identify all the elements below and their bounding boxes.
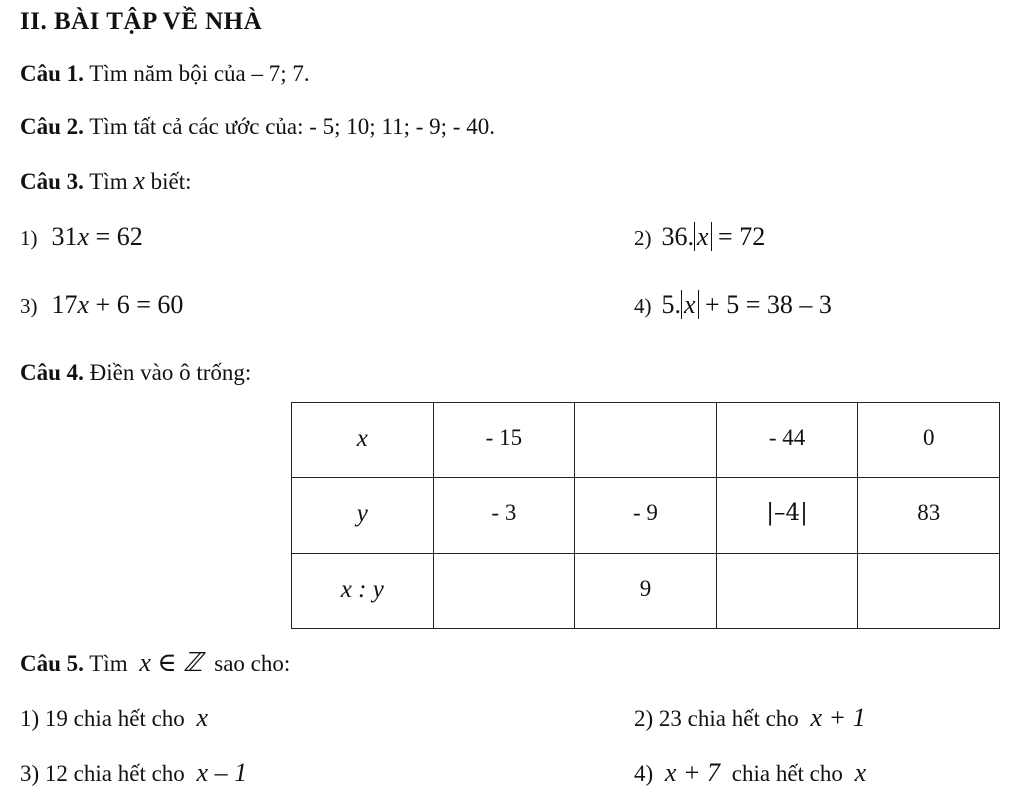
- question-4: [20, 360, 251, 386]
- q5-item-4-num: 4): [634, 761, 654, 786]
- question-3-label: Câu 3.: [20, 169, 84, 194]
- q5-item-2-expr: x + 1: [810, 703, 866, 732]
- question-3-text-before: Tìm: [89, 169, 128, 194]
- q3-item-1-expr: 31x = 62: [51, 222, 143, 251]
- table-cell: - 3: [433, 478, 575, 553]
- table-cell: - 15: [433, 403, 575, 478]
- question-5-text-before: Tìm: [89, 651, 128, 676]
- q5-item-1-expr: x: [196, 703, 209, 732]
- q3-item-1-num: 1): [20, 226, 38, 250]
- q5-item-1-text: 19 chia hết cho: [44, 706, 185, 731]
- question-3: [20, 166, 192, 196]
- q3-item-3-num: 3): [20, 294, 38, 318]
- q3-item-2-expr: 36. x = 72: [661, 222, 766, 251]
- q5-item-3: [20, 758, 247, 788]
- q5-item-3-num: 3): [20, 761, 40, 786]
- question-1-label: Câu 1.: [20, 61, 84, 86]
- question-1-text: Tìm năm bội của – 7; 7.: [89, 61, 310, 86]
- q5-item-4-expr2: x: [854, 758, 867, 787]
- q3-item-3-expr: 17x + 6 = 60: [51, 290, 184, 319]
- table-cell: |–4|: [716, 478, 858, 553]
- q5-item-1-num: 1): [20, 706, 40, 731]
- q3-item-1: [20, 222, 143, 252]
- table-row-ratio: [292, 553, 1000, 628]
- q5-item-2-num: 2): [634, 706, 654, 731]
- q5-item-3-text: 12 chia hết cho: [44, 761, 185, 786]
- table-header-x: x: [292, 403, 434, 478]
- table-row-x: [292, 403, 1000, 478]
- question-4-text: Điền vào ô trống:: [89, 360, 252, 385]
- q5-item-3-expr: x – 1: [196, 758, 248, 787]
- q3-item-2-num: 2): [634, 226, 652, 250]
- question-5: [20, 648, 290, 678]
- table-cell: 0: [858, 403, 1000, 478]
- table-row-y: [292, 478, 1000, 553]
- table-cell: 9: [575, 553, 717, 628]
- table-cell: [858, 553, 1000, 628]
- q3-item-4-expr: 5. x + 5 = 38 – 3: [661, 290, 832, 319]
- table-cell: 83: [858, 478, 1000, 553]
- section-title: II. BÀI TẬP VỀ NHÀ: [20, 8, 263, 35]
- q5-item-4-text: chia hết cho: [731, 761, 843, 786]
- table-cell: - 44: [716, 403, 858, 478]
- table-cell: [433, 553, 575, 628]
- table-header-y: y: [292, 478, 434, 553]
- table-cell: - 9: [575, 478, 717, 553]
- q5-item-2: [634, 703, 866, 733]
- q5-item-4: [634, 758, 866, 788]
- question-2-text: Tìm tất cả các ước của: - 5; 10; 11; - 9; - 40.: [89, 114, 495, 139]
- question-4-label: Câu 4.: [20, 360, 84, 385]
- q5-item-1: [20, 703, 208, 733]
- q5-item-4-expr: x + 7: [664, 758, 721, 787]
- question-3-text-after: biết:: [150, 169, 192, 194]
- q3-item-4-num: 4): [634, 294, 652, 318]
- q3-item-2: [634, 222, 765, 252]
- fill-in-table: [291, 402, 1000, 629]
- question-5-label: Câu 5.: [20, 651, 84, 676]
- question-2-label: Câu 2.: [20, 114, 84, 139]
- q3-item-4: [634, 290, 832, 320]
- q3-item-3: [20, 290, 183, 320]
- question-1: [20, 61, 310, 87]
- table-header-ratio: x : y: [292, 553, 434, 628]
- table-cell: [716, 553, 858, 628]
- table-cell: [575, 403, 717, 478]
- question-5-condition: x ∈ ℤ: [139, 648, 203, 677]
- q5-item-2-text: 23 chia hết cho: [658, 706, 799, 731]
- question-5-text-after: sao cho:: [214, 651, 291, 676]
- question-3-var: x: [133, 166, 145, 195]
- question-2: [20, 114, 495, 140]
